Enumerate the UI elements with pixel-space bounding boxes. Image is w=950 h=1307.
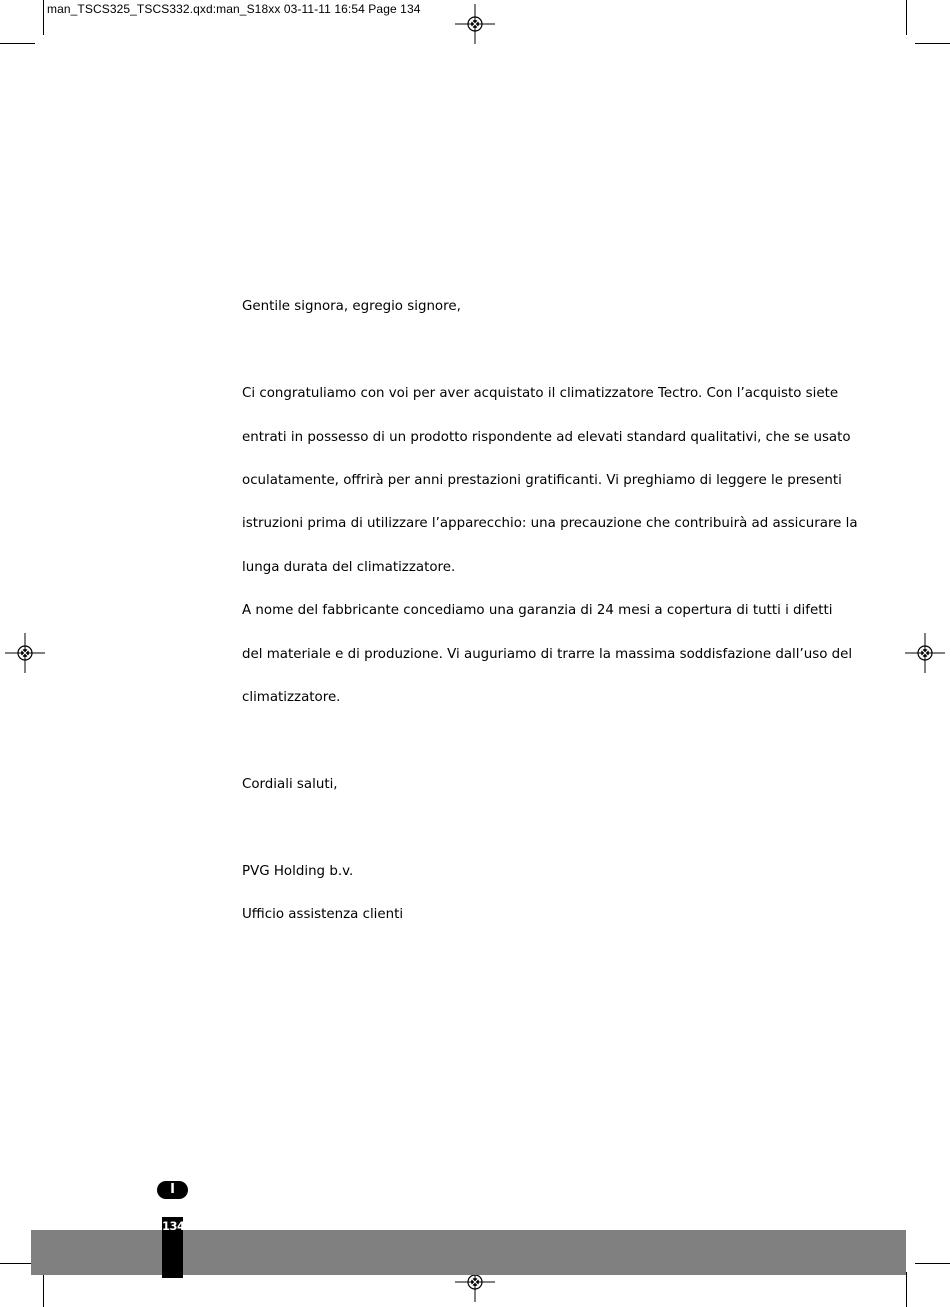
crop-mark-top-right-v <box>906 0 907 35</box>
page-number: 134 <box>162 1219 185 1233</box>
crop-mark-top-left-h <box>0 43 35 44</box>
body-line: A nome del fabbricante concediamo una garanzia di 24 mesi a copertura di tutti i difetti <box>242 603 833 618</box>
crop-mark-bottom-left-v <box>43 1272 44 1307</box>
letter-closing: Cordiali saluti, <box>242 777 338 792</box>
body-line: entrati in possesso di un prodotto rispondente ad elevati standard qualitativi, che se usato <box>242 430 851 445</box>
print-slug: man_TSCS325_TSCS332.qxd:man_S18xx 03-11-11 16:54 Page 134 <box>47 2 421 16</box>
letter-greeting: Gentile signora, egregio signore, <box>242 299 461 314</box>
registration-mark-left-icon <box>5 633 45 673</box>
crop-mark-bottom-left-h <box>0 1263 35 1264</box>
body-line: istruzioni prima di utilizzare l’apparecchio: una precauzione che contribuirà ad assicurare la <box>242 516 858 531</box>
registration-mark-top-icon <box>455 4 495 44</box>
crop-mark-bottom-right-h <box>915 1263 950 1264</box>
body-line: climatizzatore. <box>242 690 341 705</box>
body-line: lunga durata del climatizzatore. <box>242 560 456 575</box>
crop-mark-bottom-right-v <box>906 1272 907 1307</box>
language-badge: I <box>157 1181 188 1199</box>
registration-mark-right-icon <box>905 633 945 673</box>
letter-company: PVG Holding b.v. <box>242 864 354 879</box>
body-line: del materiale e di produzione. Vi auguriamo di trarre la massima soddisfazione dall’uso del <box>242 647 853 662</box>
crop-mark-top-left-v <box>43 0 44 35</box>
body-line: oculatamente, offrirà per anni prestazioni gratificanti. Vi preghiamo di leggere le presenti <box>242 473 842 488</box>
crop-mark-top-right-h <box>915 43 950 44</box>
letter-department: Ufficio assistenza clienti <box>242 907 404 922</box>
body-line: Ci congratuliamo con voi per aver acquistato il climatizzatore Tectro. Con l’acquisto siete <box>242 386 839 401</box>
